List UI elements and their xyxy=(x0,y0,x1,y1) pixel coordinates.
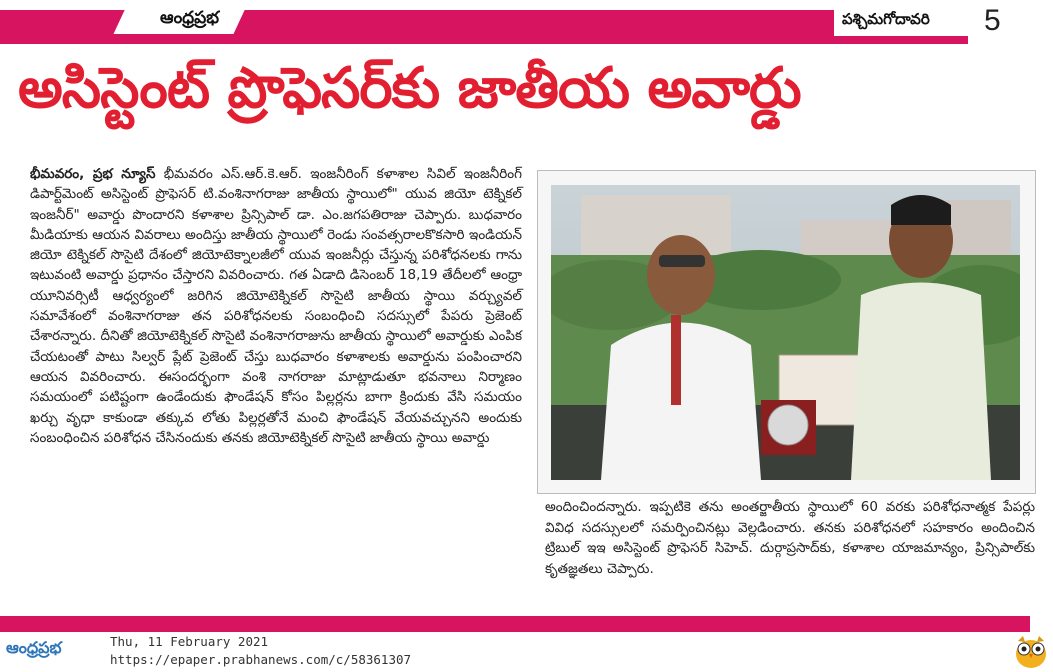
article-body xyxy=(30,164,522,448)
award-photo xyxy=(551,185,1020,480)
article-continuation: అందించిందన్నారు. ఇప్పటికె తను అంతర్జాతీయ స్థాయిలో 60 వరకు పరిశోధనాత్మక పేపర్లు వివిధ సదస్సులలో సమర్పించినట్లు వెల్లడించారు. తనకు పరిశోధనలో సహకారం అందించిన ట్రిబుల్ ఇఇ అసిస్టెంట్ ప్రొఫెసర్ సిహెచ్. దుర్గాప్రసాద్‌కు, కళాశాల యాజమాన్యం, ప్రిన్సిపాల్‌కు కృతజ్ఞతలు చెప్పారు. xyxy=(545,499,1035,577)
article-dateline: భీమవరం, ప్రభ న్యూస్ xyxy=(30,166,156,182)
district-name: పశ్చిమగోదావరి xyxy=(842,10,930,28)
page-header xyxy=(0,0,1053,50)
footer-stripe xyxy=(0,616,1030,632)
masthead-name: ఆంధ్రప్రభ xyxy=(160,8,220,28)
article-headline: అసిస్టెంట్ ప్రొఫెసర్‌కు జాతీయ అవార్డు xyxy=(18,56,801,121)
award-photo-illustration xyxy=(551,185,1020,480)
page-number: 5 xyxy=(984,4,1001,37)
footer-logo: ఆంధ్రప్రభ xyxy=(6,638,62,657)
owl-icon xyxy=(1012,632,1050,670)
edition-date: Thu, 11 February 2021 xyxy=(110,634,269,649)
article-text: భీమవరం ఎస్.ఆర్.కె.ఆర్. ఇంజనీరింగ్ కళాశాల సివిల్ ఇంజనీరింగ్ డిపార్ట్‌మెంట్ అసిస్టెంట్ ప్రొఫెసర్ టి.వంశినాగరాజు జాతీయ స్థాయిలో" యువ జియో టెక్నికల్ ఇంజనీర్" అవార్డు పొందారని కళాశాల ప్రిన్సిపాల్ డా. ఎం.జగపతిరాజు చెప్పారు. బుధవారం మీడియాకు ఆయన వివరాలు అందిస్తు జాతీయ స్థాయిలో రెండు సంవత్సరాలకొకసారి ఇండియన్ జియో టెక్నికల్ సొసైటి దేశంలో జియోటెక్నాలజీలో యువ ఇంజనీర్లు చేస్తున్న పరిశోధనలకు గాను ఇటువంటి అవార్డు ప్రధానం చేస్తారని వివరించారు. గత ఏడాది డిసెంబర్ 18,19 తేదీలలో ఆంధ్రా యూనివర్సిటీ ఆధ్వర్యంలో జరిగిన జియోటెక్నికల్ సొసైటి జాతీయ స్థాయి వర్చ్యువల్ సమావేశంలో వంశినాగరాజు తన పరిశోధనలకు సంబంధించి సదస్సులో పేపరు ప్రెజెంట్ చేశారన్నారు. దీనితో జియోటెక్నికల్ సొసైటి వంశినాగరాజును జాతీయ స్థాయిలో అవార్డుకు ఎంపిక చేయటంతో పాటు సిల్వర్ ప్లేట్ ప్రెజెంట్ చేస్తు బుధవారం కళాశాలకు అవార్డును పంపించారని ఆయన వివరించారు. ఈసందర్భంగా వంశి నాగరాజు మాట్లాడుతూ భవనాలు నిర్మాణం సమయంలో పటిష్టంగా ఉండేందుకు ఫౌండేషన్ కోసం పిల్లర్లను బాగా క్రిందుకు వేసి సమయం ఖర్చు వృధా కాకుండా తక్కువ లోతు పిల్లర్లతోనే మంచి ఫౌండేషన్ వేయవచ్చునని అందుకు సంబంధించిన పరిశోధన చేసినందుకు తనకు జియోటెక్నికల్ సొసైటి జాతీయ స్థాయి అవార్డు xyxy=(30,166,523,446)
edition-url[interactable]: https://epaper.prabhanews.com/c/58361307 xyxy=(110,652,412,667)
